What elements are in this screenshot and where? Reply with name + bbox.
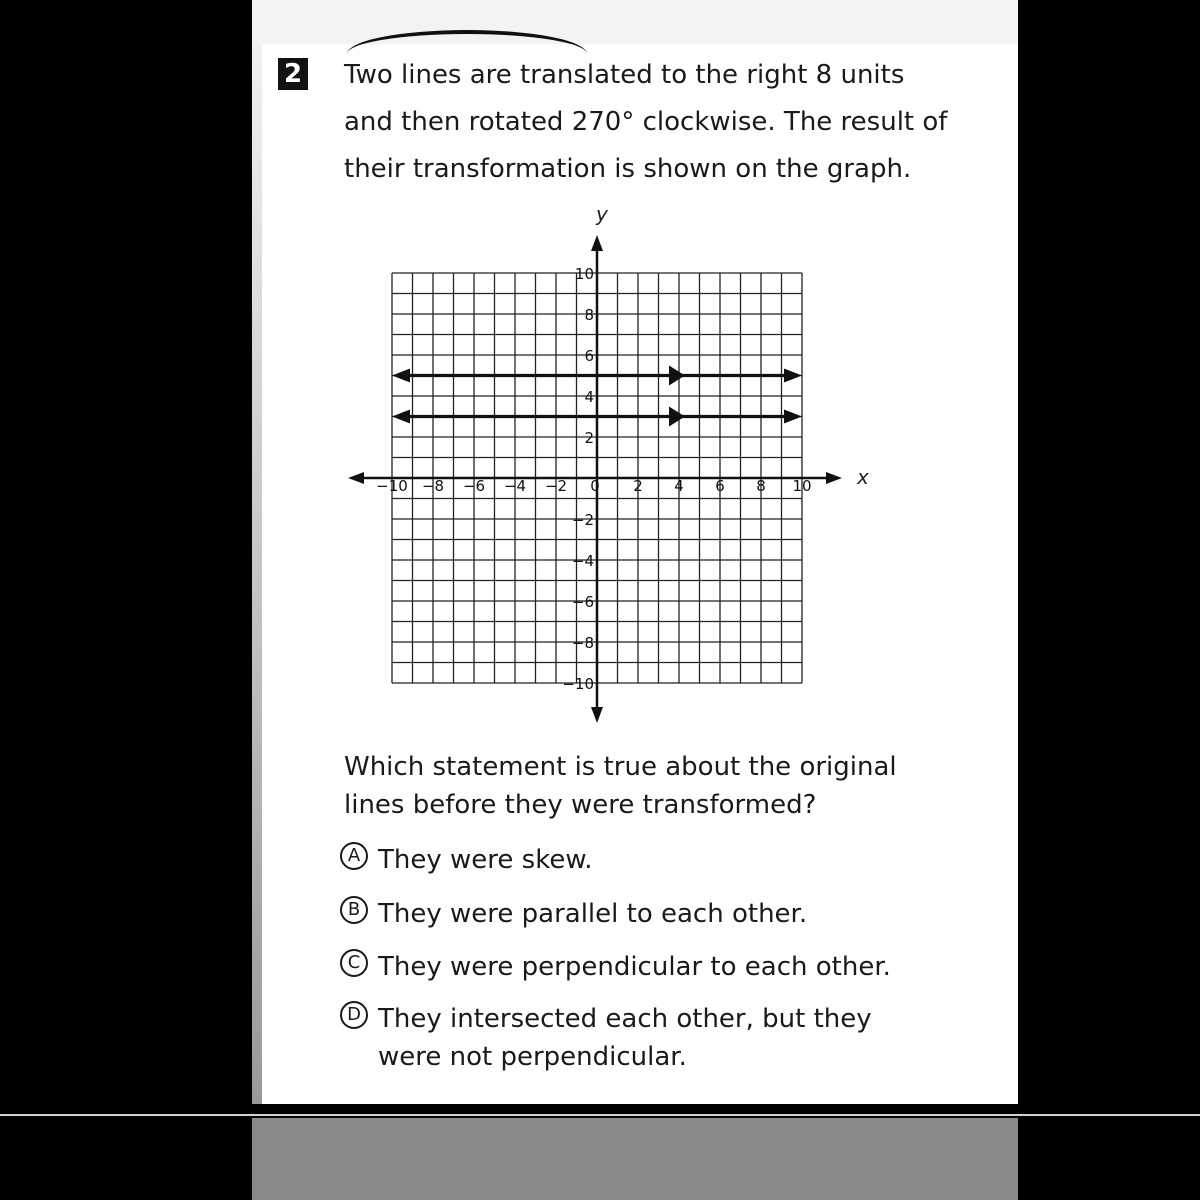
choice-letter-c: C — [340, 949, 368, 977]
choice-a[interactable] — [340, 841, 592, 879]
x-tick-label: 0 — [590, 477, 600, 495]
question-number-badge: 2 — [278, 58, 308, 90]
x-axis-arrow-left — [348, 472, 364, 484]
coordinate-graph — [332, 200, 892, 740]
x-axis-arrow-right — [826, 472, 842, 484]
page-edge-shadow — [252, 0, 262, 1104]
y-tick-label: −2 — [571, 511, 594, 529]
problem-stem — [344, 52, 947, 193]
y-axis-arrow-up — [591, 235, 603, 251]
question-line: Which statement is true about the original — [344, 752, 897, 782]
y-tick-label: −10 — [562, 675, 594, 693]
x-tick-label: −4 — [503, 477, 527, 495]
choice-text: They were skew. — [378, 845, 593, 875]
question-line: lines before they were transformed? — [344, 790, 817, 820]
choice-letter-b: B — [340, 896, 368, 924]
y-axis-arrow-down — [591, 707, 603, 723]
y-tick-label: 10 — [574, 265, 594, 283]
choice-text: They intersected each other, but they — [378, 1004, 872, 1034]
y-tick-label: 4 — [584, 388, 594, 406]
worksheet-page — [252, 0, 1018, 1104]
x-axis-label: x — [857, 465, 869, 489]
choice-c[interactable] — [340, 948, 891, 986]
y-tick-label: −4 — [571, 552, 594, 570]
choice-text-continued: were not perpendicular. — [378, 1042, 687, 1072]
top-margin — [252, 0, 1018, 44]
stem-line: Two lines are translated to the right 8 units — [344, 60, 905, 90]
stem-line: their transformation is shown on the graph. — [344, 154, 912, 184]
question-text — [344, 748, 897, 824]
x-tick-label: 6 — [715, 477, 725, 495]
x-tick-label: 4 — [674, 477, 684, 495]
x-tick-label: −8 — [421, 477, 445, 495]
line-direction-marker — [669, 407, 685, 427]
line-arrow-left — [392, 410, 410, 424]
y-axis-label: y — [596, 202, 608, 226]
stem-line: and then rotated 270° clockwise. The result of — [344, 107, 948, 137]
choice-letter-a: A — [340, 842, 368, 870]
y-tick-label: 2 — [584, 429, 594, 447]
line-arrow-right — [784, 410, 802, 424]
x-tick-label: −6 — [462, 477, 486, 495]
choice-b[interactable] — [340, 895, 807, 933]
x-tick-label: −2 — [544, 477, 568, 495]
line-arrow-left — [392, 369, 410, 383]
x-tick-label: 2 — [633, 477, 643, 495]
line-arrow-right — [784, 369, 802, 383]
choice-text: They were perpendicular to each other. — [378, 952, 891, 982]
y-tick-label: −8 — [571, 634, 594, 652]
y-tick-label: 6 — [584, 347, 594, 365]
x-tick-label: 10 — [792, 477, 812, 495]
choice-letter-d: D — [340, 1001, 368, 1029]
y-tick-label: 8 — [584, 306, 594, 324]
x-tick-label: 8 — [756, 477, 766, 495]
y-tick-label: −6 — [571, 593, 594, 611]
divider — [0, 1114, 1200, 1116]
choice-d[interactable] — [340, 1000, 872, 1076]
choice-text: They were parallel to each other. — [378, 899, 808, 929]
bottom-gray-bar — [252, 1118, 1018, 1200]
x-tick-label: −10 — [376, 477, 408, 495]
line-direction-marker — [669, 366, 685, 386]
